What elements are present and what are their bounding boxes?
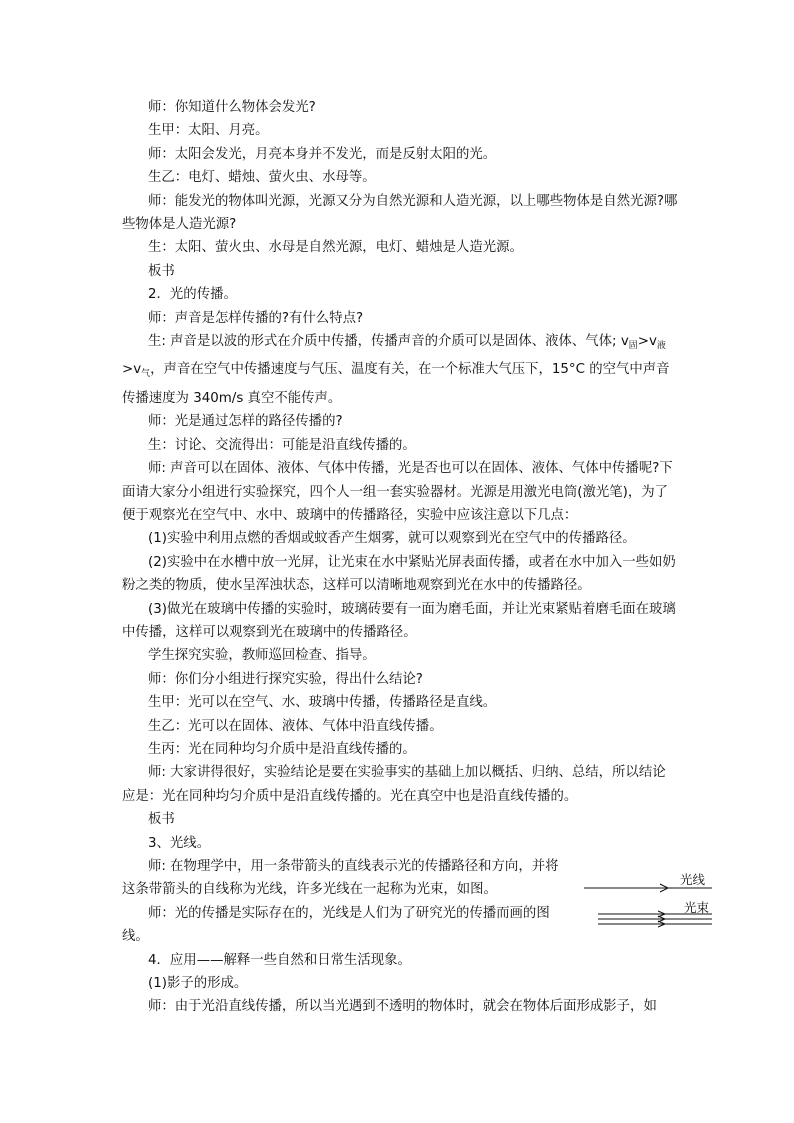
subscript-solid: 固	[628, 341, 638, 352]
subscript-liquid: 液	[656, 341, 666, 352]
paragraph: (1)实验中利用点燃的香烟或蚊香产生烟雾，就可以观察到光在空气中的传播路径。	[148, 531, 636, 547]
beam-label: 光束	[684, 900, 710, 915]
paragraph: 师：能发光的物体叫光源，光源又分为自然光源和人造光源，以上哪些物体是自然光源?哪些物体是人造光源?	[122, 193, 678, 233]
paragraph: (1)影子的形成。	[148, 976, 248, 992]
section-heading: 3、光线。	[148, 835, 211, 851]
paragraph: (3)做光在玻璃中传播的实验时，玻璃砖要有一面为磨毛面，并让光束紧贴着磨毛面在玻璃中传播，这样可以观察到光在玻璃中的传播路径。	[122, 601, 676, 640]
paragraph: 师：光是通过怎样的路径传播的?	[148, 414, 343, 430]
light-beam	[598, 911, 712, 927]
subscript-gas: 气	[141, 369, 151, 380]
paragraph: 师：你知道什么物体会发光?	[148, 100, 316, 115]
sound-text-mid2: >v	[122, 362, 142, 378]
paragraph: 师: 大家讲得很好，实验结论是要在实验事实的基础上加以概括、归纳、总结，所以结论应是：光在同种均匀介质中是沿直线传播的。光在真空中也是沿直线传播的。	[122, 765, 666, 804]
section-heading: 4．应用——解释一些自然和日常生活现象。	[148, 952, 411, 968]
paragraph: 师：由于光沿直线传播，所以当光遇到不透明的物体时，就会在物体后面形成影子，如	[148, 999, 657, 1015]
sound-text-suffix: ，声音在空气中传播速度与气压、温度有关，在一个标准大气压下，15°C 的空气中声音传播速度为 340m/s 真空不能传声。	[122, 362, 670, 406]
paragraph: 师：声音是怎样传播的?有什么特点?	[148, 310, 364, 326]
paragraph: 师: 在物理学中，用一条带箭头的直线表示光的传播路径和方向，并将这条带箭头的自线称为光线，许多光线在一起称为光束，如图。	[122, 859, 559, 898]
paragraph: 师：你们分小组进行探究实验，得出什么结论?	[148, 671, 423, 687]
section-heading: 2．光的传播。	[148, 287, 237, 303]
paragraph: 生乙：光可以在固体、液体、气体中沿直线传播。	[148, 718, 443, 734]
sound-paragraph	[122, 330, 678, 410]
paragraph: 学生探究实验，教师巡回检查、指导。	[148, 648, 376, 664]
light-ray	[584, 884, 712, 892]
paragraph: (2)实验中在水槽中放一光屏，让光束在水中紧贴光屏表面传播，或者在水中加入一些如奶粉之类的物质，使水呈浑浊状态，这样可以清晰地观察到光在水中的传播路径。	[122, 554, 676, 594]
board-heading: 板书	[148, 812, 175, 828]
paragraph: 师：太阳会发光，月亮本身并不发光，而是反射太阳的光。	[148, 146, 497, 162]
paragraph: 生乙：电灯、蜡烛、萤火虫、水母等。	[148, 170, 376, 186]
paragraph: 生甲：太阳、月亮。	[148, 123, 269, 139]
ray-label: 光线	[680, 872, 706, 887]
paragraph: 生丙：光在同种均匀介质中是沿直线传播的。	[148, 741, 416, 757]
light-ray-figure	[584, 864, 714, 934]
ray-diagram	[584, 864, 714, 934]
sound-text-mid1: >v	[637, 334, 657, 350]
sound-text-prefix: 生: 声音是以波的形式在介质中传播，传播声音的介质可以是固体、液体、气体; v	[148, 334, 629, 350]
paragraph: 生：太阳、萤火虫、水母是自然光源，电灯、蜡烛是人造光源。	[148, 240, 523, 256]
paragraph: 生甲：光可以在空气、水、玻璃中传播，传播路径是直线。	[148, 695, 497, 711]
paragraph: 师: 声音可以在固体、液体、气体中传播，光是否也可以在固体、液体、气体中传播呢?下面请大家分小组进行实验探究，四个人一组一套实验器材。光源是用激光电筒(激光笔)，为了便于观察光在空气中、水中、玻璃中的传播路径，实验中应该注意以下几点：	[122, 461, 673, 523]
paragraph: 生：讨论、交流得出：可能是沿直线传播的。	[148, 437, 416, 453]
board-heading: 板书	[148, 263, 175, 279]
paragraph: 师：光的传播是实际存在的，光线是人们为了研究光的传播而画的图线。	[122, 905, 550, 945]
